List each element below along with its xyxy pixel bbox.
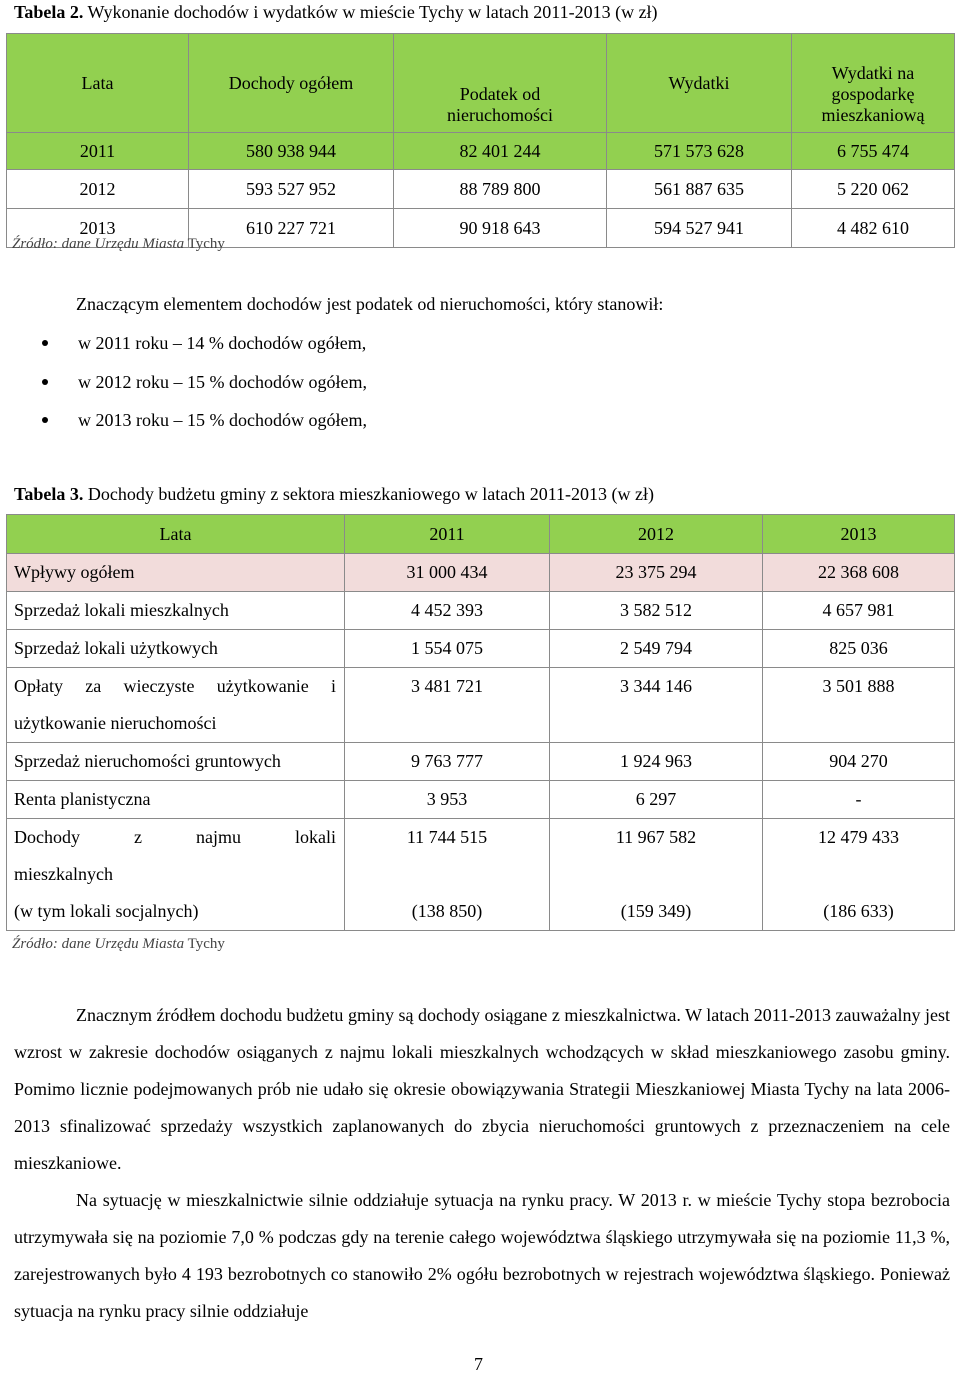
table-cell: 4 657 981 — [763, 592, 955, 630]
table-cell: 1 924 963 — [550, 743, 763, 781]
list-item-text: w 2012 roku – 15 % dochodów ogółem, — [78, 371, 367, 392]
table-row — [7, 133, 955, 170]
table-row-label: Renta planistyczna — [7, 781, 345, 819]
cell-subvalue: (138 850) — [411, 901, 483, 921]
intro-paragraph: Znaczącym elementem dochodów jest podatek od nieruchomości, który stanowił: — [76, 294, 664, 314]
table-cell: 2011 — [7, 133, 189, 170]
table-row-label: Sprzedaż lokali mieszkalnych — [7, 592, 345, 630]
cell-spacer — [550, 856, 762, 893]
table-cell: 3 582 512 — [550, 592, 763, 630]
cell-value: 11 967 582 — [615, 827, 697, 847]
cell-spacer — [763, 856, 954, 893]
table-cell: 5 220 062 — [792, 170, 955, 209]
label-word: Dochody — [14, 827, 80, 847]
table-row-label — [7, 819, 345, 931]
table-cell: 22 368 608 — [763, 554, 955, 592]
table2-header-cell — [394, 34, 607, 133]
table3-header-cell: 2011 — [345, 515, 550, 554]
table2-header-line: nieruchomości — [447, 105, 553, 125]
table3-header-row — [7, 515, 955, 554]
bullet-icon — [42, 379, 48, 385]
table-row — [7, 592, 955, 630]
table-cell: 23 375 294 — [550, 554, 763, 592]
cell-value: 11 744 515 — [406, 827, 488, 847]
body-text — [14, 997, 950, 1330]
table2-source-note — [12, 236, 225, 253]
table3-caption-label: Tabela 3. — [14, 484, 84, 504]
bullet-icon — [42, 340, 48, 346]
body-paragraph-2: Na sytuację w mieszkalnictwie silnie oddziałuje sytuacja na rynku pracy. W 2013 r. w mieście Tychy stopa bezrobocia utrzymywała się na poziomie 7,0 % podczas gdy na terenie całego województwa śląskiego utrzymywała się na poziomie 11,3 %, zarejestrowanych było 4 193 bezrobotnych co stanowiło 2% ogółu bezrobotnych w rejestrach województwa śląskiego. Ponieważ sytuacja na rynku pracy silnie oddziałuje — [14, 1190, 950, 1321]
table3 — [6, 514, 955, 931]
source-italic: Źródło: dane Urzędu Miasta — [12, 236, 185, 252]
table-cell: 90 918 643 — [394, 209, 607, 248]
table-row — [7, 819, 955, 931]
table-cell: 593 527 952 — [189, 170, 394, 209]
table-cell: 82 401 244 — [394, 133, 607, 170]
table-cell: 3 953 — [345, 781, 550, 819]
table-cell: 9 763 777 — [345, 743, 550, 781]
table-cell: 31 000 434 — [345, 554, 550, 592]
table-cell: 2012 — [7, 170, 189, 209]
table-cell: 1 554 075 — [345, 630, 550, 668]
table-row — [7, 170, 955, 209]
table2-header-cell — [792, 34, 955, 133]
table-cell: - — [763, 781, 955, 819]
table-cell: 4 482 610 — [792, 209, 955, 248]
table-cell: 2 549 794 — [550, 630, 763, 668]
label-word: użytkowanie — [216, 676, 309, 696]
cell-spacer — [345, 856, 549, 893]
table-cell: 3 481 721 — [345, 668, 550, 743]
table3-caption-text: Dochody budżetu gminy z sektora mieszkaniowego w latach 2011-2013 (w zł) — [83, 484, 655, 504]
table-row-label: Wpływy ogółem — [7, 554, 345, 592]
table3-header-cell: Lata — [7, 515, 345, 554]
label-word: i — [330, 676, 336, 696]
list-item — [42, 326, 367, 365]
list-item — [42, 365, 367, 404]
table3-header-cell: 2013 — [763, 515, 955, 554]
table-cell: 571 573 628 — [607, 133, 792, 170]
label-word: z — [134, 827, 142, 847]
table2-header-line: mieszkaniową — [821, 105, 925, 125]
table2-header-cell: Wydatki — [607, 34, 792, 133]
table-row — [7, 743, 955, 781]
table-row — [7, 781, 955, 819]
table-cell: 610 227 721 — [189, 209, 394, 248]
table-cell: 3 344 146 — [550, 668, 763, 743]
source-plain: Tychy — [184, 236, 225, 252]
table-cell — [550, 819, 763, 931]
label-line — [14, 819, 344, 856]
bullet-icon — [42, 417, 48, 423]
cell-subvalue: (186 633) — [823, 901, 894, 921]
table-row-label — [7, 668, 345, 743]
table2-caption-label: Tabela 2. — [14, 2, 84, 22]
list-item-text: w 2011 roku – 14 % dochodów ogółem, — [78, 333, 367, 353]
table2-header-line: gospodarkę — [831, 84, 915, 104]
label-line: mieszkalnych — [14, 864, 113, 884]
table3-caption — [14, 484, 654, 505]
table-cell: 2013 — [7, 209, 189, 248]
page-number: 7 — [474, 1354, 483, 1374]
label-word: najmu — [196, 827, 241, 847]
table-cell: 825 036 — [763, 630, 955, 668]
table-row-label: Sprzedaż nieruchomości gruntowych — [7, 743, 345, 781]
table-row — [7, 630, 955, 668]
cell-value: 12 479 433 — [818, 827, 899, 847]
source-italic: Źródło: dane Urzędu Miasta — [12, 936, 185, 952]
cell-subvalue: (159 349) — [620, 901, 692, 921]
list-item-text: w 2013 roku – 15 % dochodów ogółem, — [78, 410, 367, 430]
table-cell: 594 527 941 — [607, 209, 792, 248]
table2-header-line: Wydatki na — [831, 63, 915, 83]
body-paragraph-1: Znacznym źródłem dochodu budżetu gminy są dochody osiągane z mieszkalnictwa. W latach 2011-2013 zauważalny jest wzrost w zakresie dochodów osiąganych z najmu lokali mieszkalnych wchodzących w skład mieszkaniowego zasobu gminy. Pomimo licznie podejmowanych prób nie udało się okresie obowiązywania Strategii Mieszkaniowej Miasta Tychy na lata 2006-2013 sfinalizować sprzedaży wszystkich zaplanowanych do zbycia nieruchomości gruntowych z przeznaczeniem na cele mieszkaniowe. — [14, 1005, 950, 1173]
table-cell: 561 887 635 — [607, 170, 792, 209]
table-row — [7, 668, 955, 743]
table-cell: 6 755 474 — [792, 133, 955, 170]
table3-source-note — [12, 936, 225, 953]
label-word: Opłaty — [14, 676, 63, 696]
table-cell: 904 270 — [763, 743, 955, 781]
table2-header-line: Podatek od — [459, 84, 541, 104]
label-word: za — [85, 676, 102, 696]
list-item — [42, 403, 367, 442]
table2-caption — [14, 2, 658, 23]
table-cell — [345, 819, 550, 931]
label-word: wieczyste — [123, 676, 195, 696]
table-row — [7, 554, 955, 592]
table-cell: 4 452 393 — [345, 592, 550, 630]
label-line: użytkowanie nieruchomości — [14, 713, 217, 733]
table3-header-cell: 2012 — [550, 515, 763, 554]
table2-caption-text: Wykonanie dochodów i wydatków w mieście Tychy w latach 2011-2013 (w zł) — [83, 2, 658, 22]
table2-header-cell: Dochody ogółem — [189, 34, 394, 133]
source-plain: Tychy — [184, 936, 225, 952]
label-line: (w tym lokali socjalnych) — [14, 901, 199, 921]
label-word: lokali — [295, 827, 336, 847]
table-row-label: Sprzedaż lokali użytkowych — [7, 630, 345, 668]
table-cell — [763, 819, 955, 931]
table-cell: 580 938 944 — [189, 133, 394, 170]
table-cell: 6 297 — [550, 781, 763, 819]
table2 — [6, 33, 955, 248]
table2-header-row — [7, 34, 955, 133]
table2-header-cell: Lata — [7, 34, 189, 133]
bullet-list — [42, 326, 367, 442]
table-cell: 3 501 888 — [763, 668, 955, 743]
table-cell: 88 789 800 — [394, 170, 607, 209]
label-line — [14, 668, 344, 705]
